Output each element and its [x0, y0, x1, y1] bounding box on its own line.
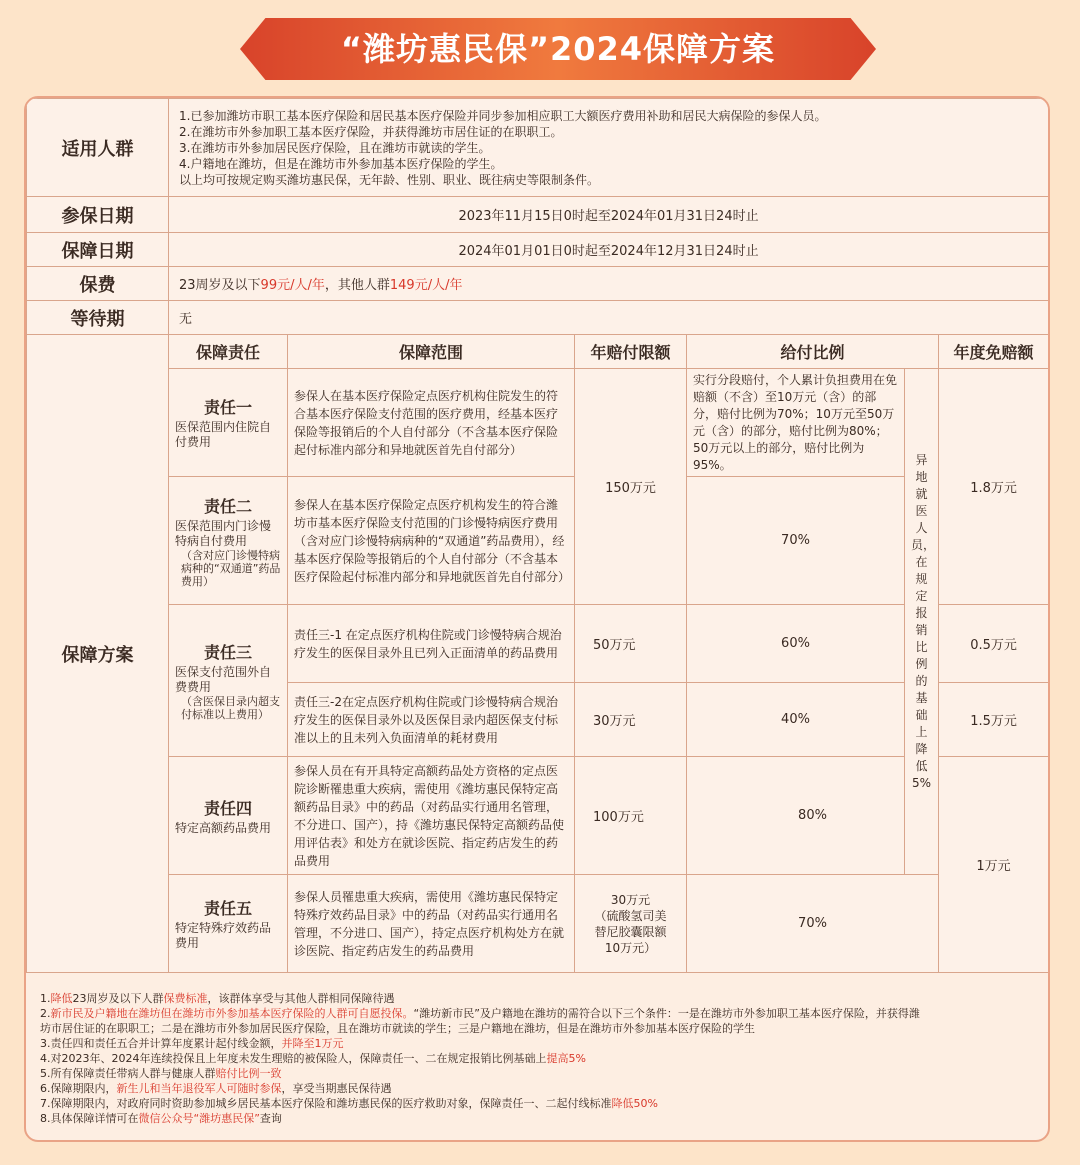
responsibility-2-title: 责任二 [203, 496, 252, 516]
premium-row [27, 267, 1049, 301]
enroll-date-label: 参保日期 [27, 197, 169, 233]
header-responsibility: 保障责任 [169, 335, 288, 369]
population-row [27, 99, 1049, 197]
responsibility-1-subtitle: 医保范围内住院自付费用 [175, 420, 272, 449]
responsibility-3-1-row [27, 605, 1049, 683]
responsibility-3-note: （含医保目录内超支付标准以上费用） [181, 695, 280, 721]
responsibility-5-ratio: 70% [687, 875, 939, 973]
responsibility-4-subtitle: 特定高额药品费用 [175, 820, 272, 835]
responsibility-3-cell [169, 605, 288, 757]
page-title: “潍坊惠民保”2024保障方案 [340, 30, 776, 68]
enroll-date-row [27, 197, 1049, 233]
responsibility-3-2-scope: 责任三-2在定点医疗机构住院或门诊慢特病合规治疗发生的医保目录外以及医保目录内超医保支付标准以上的且未列入负面清单的耗材费用 [288, 683, 575, 757]
note-1: 1.降低23周岁及以下人群保费标准，该群体享受与其他人群相同保障待遇 [40, 992, 395, 1005]
header-limit: 年赔付限额 [575, 335, 687, 369]
responsibility-3-subtitle: 医保支付范围外自费费用 [175, 665, 272, 694]
responsibility-2-note: （含对应门诊慢特病病种的“双通道”药品费用） [181, 548, 281, 588]
plan-header-row [27, 335, 1049, 369]
header-deductible: 年度免赔额 [939, 335, 1049, 369]
note-6: 6.保障期限内，新生儿和当年退役军人可随时参保，享受当期惠民保待遇 [40, 1082, 392, 1095]
population-content [169, 99, 1049, 197]
responsibility-2-ratio: 70% [687, 477, 905, 605]
waiting-row [27, 301, 1049, 335]
premium-value [169, 267, 1049, 301]
note-8: 8.具体保障详情可在微信公众号“潍坊惠民保”查询 [40, 1112, 282, 1125]
coverage-date-label: 保障日期 [27, 233, 169, 267]
responsibility-4-limit: 100万元 [575, 757, 687, 875]
responsibility-2-scope: 参保人在基本医疗保险定点医疗机构发生的符合潍坊市基本医疗保险支付范围的门诊慢特病医疗费用（含对应门诊慢特病病种的“双通道”药品费用），经基本医疗保险等报销后的个人自付部分（不含基本医疗保险起付标准内部分和异地就医首先自付部分） [288, 477, 575, 605]
responsibility-1-scope: 参保人在基本医疗保险定点医疗机构住院发生的符合基本医疗保险支付范围的医疗费用，经基本医疗保险等报销后的个人自付部分（不含基本医疗保险起付标准内部分和异地就医首先自付部分） [288, 369, 575, 477]
note-5: 5.所有保障责任带病人群与健康人群赔付比例一致 [40, 1067, 282, 1080]
responsibility-5-cell [169, 875, 288, 973]
note-2-cont: 坊市居住证的在职职工；二是在潍坊市外参加居民医疗保险，且在潍坊市就读的学生；三是户籍地在潍坊，但是在潍坊市外参加基本医疗保险的学生 [40, 1022, 755, 1035]
note-4: 4.对2023年、2024年连续投保且上年度未发生理赔的被保险人，保障责任一、二在规定报销比例基础上提高5% [40, 1052, 586, 1065]
responsibility-1-title: 责任一 [203, 398, 252, 417]
responsibility-5-subtitle: 特定特殊疗效药品费用 [175, 921, 272, 950]
responsibility-3-2-ratio: 40% [687, 683, 905, 757]
population-line: 以上均可按规定购买潍坊惠民保，无年龄、性别、职业、既往病史等限制条件。 [179, 172, 600, 187]
responsibility-3-1-limit: 50万元 [575, 605, 687, 683]
responsibility-3-title: 责任三 [203, 643, 252, 662]
population-line: 4.户籍地在潍坊，但是在潍坊市外参加基本医疗保险的学生。 [179, 156, 503, 171]
limit-line: 30万元 [610, 892, 651, 907]
note-3: 3.责任四和责任五合并计算年度累计起付线金额，并降至1万元 [40, 1037, 344, 1050]
premium-prefix: 23周岁及以下 [179, 278, 261, 293]
responsibility-12-limit: 150万元 [575, 369, 687, 605]
coverage-date-row [27, 233, 1049, 267]
plan-table [26, 98, 1049, 973]
coverage-date-value: 2024年01月01日0时起至2024年12月31日24时止 [169, 233, 1049, 267]
responsibility-3-2-limit: 30万元 [575, 683, 687, 757]
limit-line: 10万元） [604, 940, 657, 955]
plan-card [24, 96, 1050, 1142]
responsibility-3-1-ratio: 60% [687, 605, 905, 683]
population-line: 2.在潍坊市外参加职工基本医疗保险，并获得潍坊市居住证的在职职工。 [179, 124, 563, 139]
responsibility-5-limit [575, 875, 687, 973]
responsibility-5-title: 责任五 [203, 899, 252, 918]
header-scope: 保障范围 [288, 335, 575, 369]
premium-middle: ，其他人群 [324, 278, 390, 293]
premium-price-young: 99元/人/年 [260, 278, 325, 293]
responsibility-4-ratio: 80% [687, 757, 939, 875]
responsibility-1-cell [169, 369, 288, 477]
responsibility-1-row [27, 369, 1049, 477]
premium-price-other: 149元/人/年 [389, 278, 463, 293]
remote-treatment-note: 异地就医人员，在规定报销比例的基础上降低5% [905, 369, 939, 875]
responsibility-45-deductible: 1万元 [939, 757, 1049, 973]
waiting-label: 等待期 [27, 301, 169, 335]
responsibility-3-1-scope: 责任三-1 在定点医疗机构住院或门诊慢特病合规治疗发生的医保目录外且已列入正面清单的药品费用 [288, 605, 575, 683]
responsibility-4-cell [169, 757, 288, 875]
note-2: 2.新市民及户籍地在潍坊但在潍坊市外参加基本医疗保险的人群可自愿投保。“潍坊新市民”及户籍地在潍坊的需符合以下三个条件：一是在潍坊市外参加职工基本医疗保险，并获得潍 [40, 1007, 920, 1020]
responsibility-4-scope: 参保人员在有开具特定高额药品处方资格的定点医院诊断罹患重大疾病，需使用《潍坊惠民保特定高额药品目录》中的药品（对药品实行通用名管理，不分进口、国产），持《潍坊惠民保特定高额药品使用评估表》和处方在就诊医院、指定药店发生的药品费用 [288, 757, 575, 875]
note-7: 7.保障期限内，对政府同时资助参加城乡居民基本医疗保险和潍坊惠民保的医疗救助对象，保障责任一、二起付线标准降低50% [40, 1097, 658, 1110]
limit-line: （硫酸氢司美 [594, 908, 667, 923]
responsibility-1-ratio: 实行分段赔付，个人累计负担费用在免赔额（不含）至10万元（含）的部分，赔付比例为70%；10万元至50万元（含）的部分，赔付比例为80%；50万元以上的部分，赔付比例为95%。 [687, 369, 905, 477]
responsibility-4-title: 责任四 [203, 798, 252, 818]
limit-line: 替尼胶囊限额 [594, 924, 667, 939]
population-line: 3.在潍坊市外参加居民医疗保险，且在潍坊市就读的学生。 [179, 140, 491, 155]
footnotes [40, 991, 1040, 1126]
responsibility-5-row [27, 875, 1049, 973]
responsibility-3-2-deductible: 1.5万元 [939, 683, 1049, 757]
waiting-value: 无 [169, 301, 1049, 335]
population-label: 适用人群 [27, 99, 169, 197]
plan-label: 保障方案 [27, 335, 169, 973]
responsibility-4-row-top [27, 757, 1049, 833]
population-line: 1.已参加潍坊市职工基本医疗保险和居民基本医疗保险并同步参加相应职工大额医疗费用补助和居民大病保险的参保人员。 [179, 108, 827, 123]
responsibility-5-scope: 参保人员罹患重大疾病，需使用《潍坊惠民保特定特殊疗效药品目录》中的药品（对药品实行通用名管理，不分进口、国产），持定点医疗机构处方在就诊医院、指定药店发生的药品费用 [288, 875, 575, 973]
header-ratio: 给付比例 [687, 335, 939, 369]
title-banner [0, 0, 1080, 92]
premium-label: 保费 [27, 267, 169, 301]
responsibility-2-cell [169, 477, 288, 605]
responsibility-3-1-deductible: 0.5万元 [939, 605, 1049, 683]
responsibility-2-subtitle: 医保范围内门诊慢特病自付费用 [175, 518, 272, 548]
responsibility-2-row [27, 477, 1049, 605]
responsibility-12-deductible: 1.8万元 [939, 369, 1049, 605]
enroll-date-value: 2023年11月15日0时起至2024年01月31日24时止 [169, 197, 1049, 233]
